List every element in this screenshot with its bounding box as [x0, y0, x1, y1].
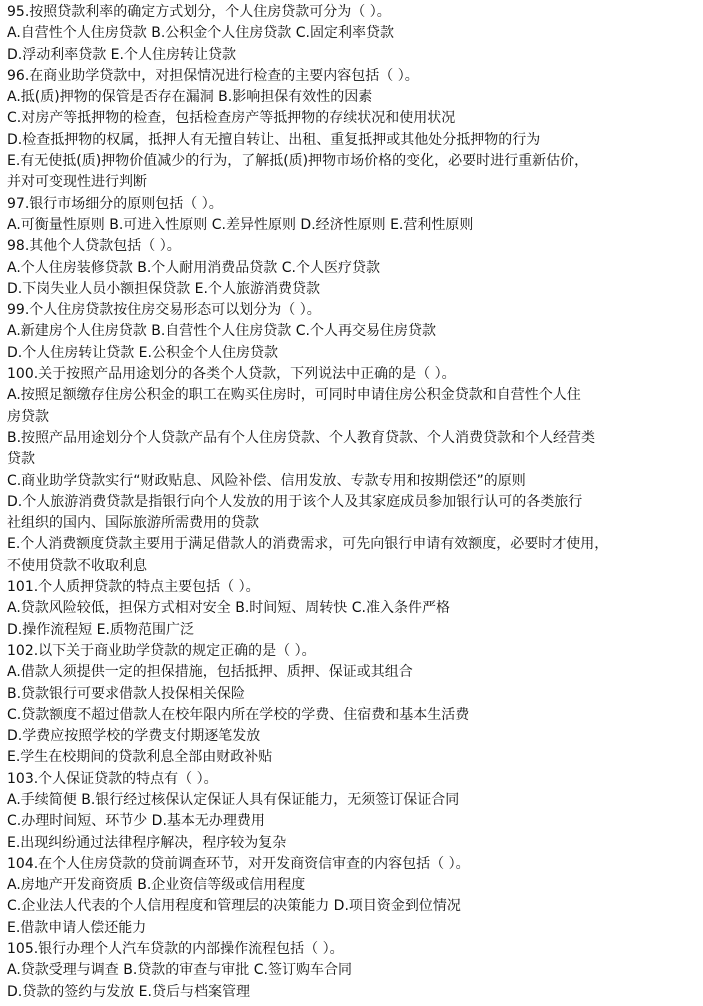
question-95-options: A.自营性个人住房贷款 B.公积金个人住房贷款 C.固定利率贷款	[7, 25, 394, 42]
question-104-options: C.企业法人代表的个人信用程度和管理层的决策能力 D.项目资金到位情况	[7, 898, 461, 915]
question-96-stem: 96.在商业助学贷款中，对担保情况进行检查的主要内容包括（ ）。	[7, 67, 419, 84]
question-104-stem: 104.在个人住房贷款的贷前调查环节，对开发商资信审查的内容包括（ ）。	[7, 855, 470, 872]
question-98-options: D.下岗失业人员小额担保贷款 E.个人旅游消费贷款	[7, 280, 320, 297]
question-99-stem: 99.个人住房贷款按住房交易形态可以划分为（ ）。	[7, 302, 321, 319]
question-100-options: C.商业助学贷款实行“财政贴息、风险补偿、信用发放、专款专用和按期偿还”的原则	[7, 472, 526, 489]
question-104-options: E.借款申请人偿还能力	[7, 919, 147, 936]
question-104-options: A.房地产开发商资质 B.企业资信等级或信用程度	[7, 877, 306, 894]
question-96-options: E.有无使抵(质)押物价值减少的行为，了解抵(质)押物市场价格的变化，必要时进行重新估价，	[7, 153, 589, 170]
question-96-options: 并对可变现性进行判断	[7, 174, 147, 191]
question-102-options: D.学费应按照学校的学费支付期逐笔发放	[7, 728, 261, 745]
question-96-options: C.对房产等抵押物的检查，包括检查房产等抵押物的存续状况和使用状况	[7, 110, 456, 127]
question-document	[7, 2, 701, 1003]
question-100-options: 房贷款	[7, 408, 49, 425]
question-102-options: B.贷款银行可要求借款人投保相关保险	[7, 685, 246, 702]
question-105-options: A.贷款受理与调查 B.贷款的审查与审批 C.签订购车合同	[7, 962, 352, 979]
question-102-options: E.学生在校期间的贷款利息全部由财政补贴	[7, 749, 273, 766]
question-100-options: 社组织的国内、国际旅游所需费用的贷款	[7, 515, 259, 532]
question-102-options: C.贷款额度不超过借款人在校年限内所在学校的学费、住宿费和基本生活费	[7, 706, 470, 723]
question-95-options: D.浮动利率贷款 E.个人住房转让贷款	[7, 46, 236, 63]
question-103-options: C.办理时间短、环节少 D.基本无办理费用	[7, 813, 265, 830]
question-102-options: A.借款人须提供一定的担保措施，包括抵押、质押、保证或其组合	[7, 664, 413, 681]
question-103-stem: 103.个人保证贷款的特点有（ ）。	[7, 770, 218, 787]
question-95-stem: 95.按照贷款利率的确定方式划分，个人住房贷款可分为（ ）。	[7, 4, 391, 20]
question-101-options: D.操作流程短 E.质物范围广泛	[7, 621, 194, 638]
question-102-stem: 102.以下关于商业助学贷款的规定正确的是（ ）。	[7, 642, 316, 659]
question-99-options: A.新建房个人住房贷款 B.自营性个人住房贷款 C.个人再交易住房贷款	[7, 323, 436, 340]
question-96-options: A.抵(质)押物的保管是否存在漏洞 B.影响担保有效性的因素	[7, 89, 373, 106]
question-100-options: B.按照产品用途划分个人贷款产品有个人住房贷款、个人教育贷款、个人消费贷款和个人经营类	[7, 429, 596, 446]
question-101-stem: 101.个人质押贷款的特点主要包括（ ）。	[7, 579, 260, 596]
question-99-options: D.个人住房转让贷款 E.公积金个人住房贷款	[7, 344, 278, 361]
question-105-options: D.贷款的签约与发放 E.贷后与档案管理	[7, 983, 250, 1000]
question-103-options: E.出现纠纷通过法律程序解决，程序较为复杂	[7, 834, 287, 851]
question-97-options: A.可衡量性原则 B.可进入性原则 C.差异性原则 D.经济性原则 E.营利性原则	[7, 216, 474, 233]
question-100-options: 不使用贷款不收取利息	[7, 557, 147, 574]
question-98-stem: 98.其他个人贷款包括（ ）。	[7, 238, 181, 255]
question-105-stem: 105.银行办理个人汽车贷款的内部操作流程包括（ ）。	[7, 941, 344, 958]
question-97-stem: 97.银行市场细分的原则包括（ ）。	[7, 195, 223, 212]
question-100-options: A.按照足额缴存住房公积金的职工在购买住房时，可同时申请住房公积金贷款和自营性个人住	[7, 387, 581, 404]
question-96-options: D.检查抵押物的权属，抵押人有无擅自转让、出租、重复抵押或其他处分抵押物的行为	[7, 131, 541, 148]
question-100-options: D.个人旅游消费贷款是指银行向个人发放的用于该个人及其家庭成员参加银行认可的各类旅行	[7, 493, 583, 510]
question-103-options: A.手续简便 B.银行经过核保认定保证人具有保证能力，无须签订保证合同	[7, 791, 460, 808]
question-100-stem: 100.关于按照产品用途划分的各类个人贷款，下列说法中正确的是（ ）。	[7, 366, 456, 383]
question-101-options: A.贷款风险较低，担保方式相对安全 B.时间短、周转快 C.准入条件严格	[7, 600, 450, 617]
question-100-options: 贷款	[7, 451, 35, 468]
question-100-options: E.个人消费额度贷款主要用于满足借款人的消费需求，可先向银行申请有效额度，必要时才使用，	[7, 536, 609, 553]
question-98-options: A.个人住房装修贷款 B.个人耐用消费品贷款 C.个人医疗贷款	[7, 259, 380, 276]
